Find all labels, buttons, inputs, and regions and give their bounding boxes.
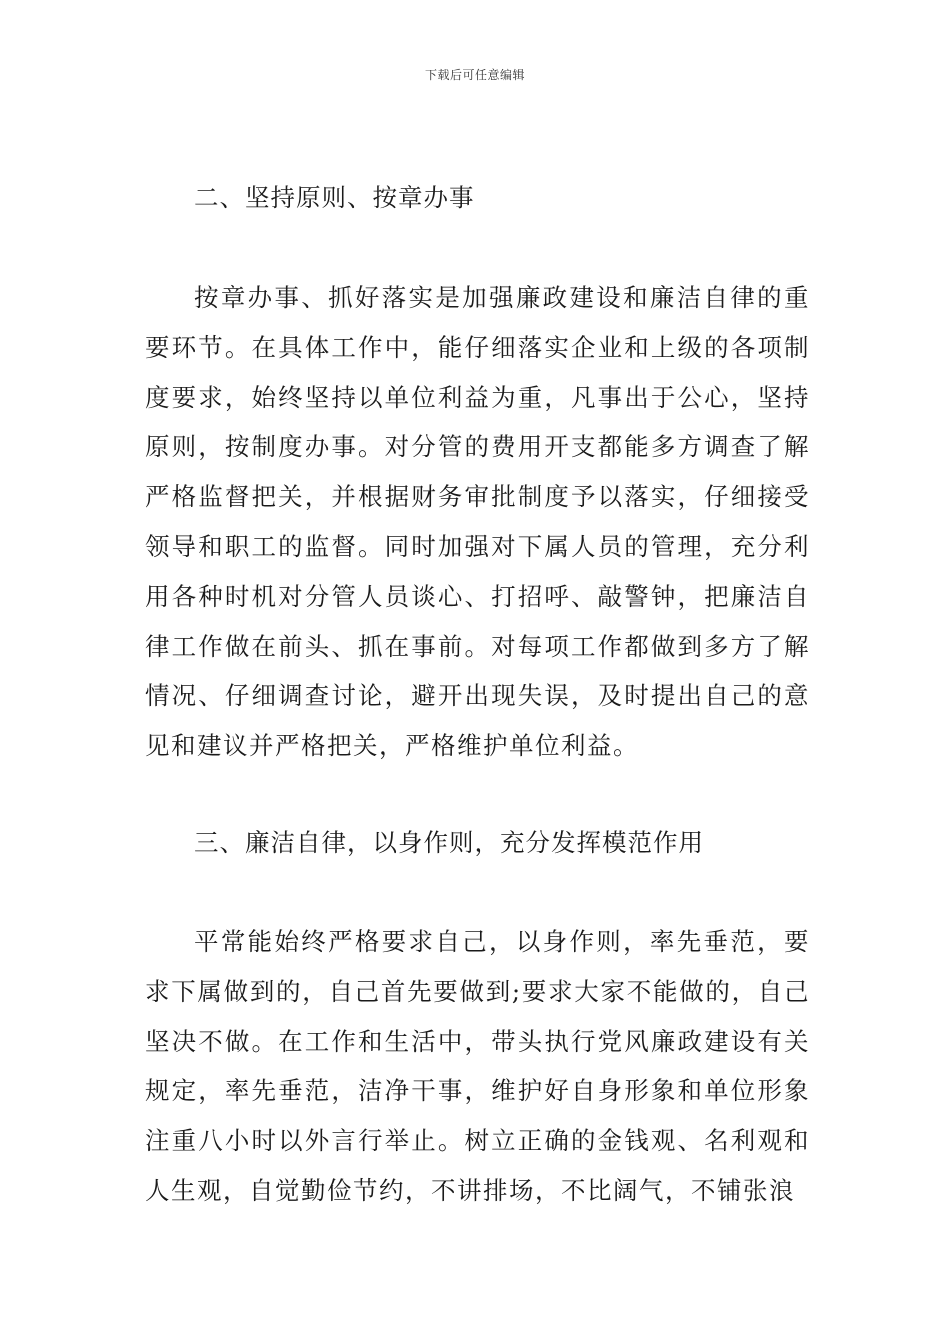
section-paragraph: 平常能始终严格要求自己，以身作则，率先垂范，要求下属做到的，自己首先要做到;要求大家不能做的，自己坚决不做。在工作和生活中，带头执行党风廉政建设有关规定，率先垂范，洁净干事，维护好自身形象和单位形象注重八小时以外言行举止。树立正确的金钱观、名利观和人生观，自觉勤俭节约，不讲排场，不比阔气，不铺张浪 bbox=[145, 927, 810, 1205]
header-note: 下载后可任意编辑 bbox=[424, 68, 525, 82]
section-heading: 二、坚持原则、按章办事 bbox=[194, 183, 475, 212]
section-paragraph: 按章办事、抓好落实是加强廉政建设和廉洁自律的重要环节。在具体工作中，能仔细落实企业和上级的各项制度要求，始终坚持以单位利益为重，凡事出于公心，坚持原则，按制度办事。对分管的费用开支都能多方调查了解严格监督把关，并根据财务审批制度予以落实，仔细接受领导和职工的监督。同时加强对下属人员的管理，充分利用各种时机对分管人员谈心、打招呼、敲警钟，把廉洁自律工作做在前头、抓在事前。对每项工作都做到多方了解情况、仔细调查讨论，避开出现失误，及时提出自己的意见和建议并严格把关，严格维护单位利益。 bbox=[145, 283, 810, 761]
section-heading: 三、廉洁自律，以身作则，充分发挥模范作用 bbox=[194, 828, 704, 857]
